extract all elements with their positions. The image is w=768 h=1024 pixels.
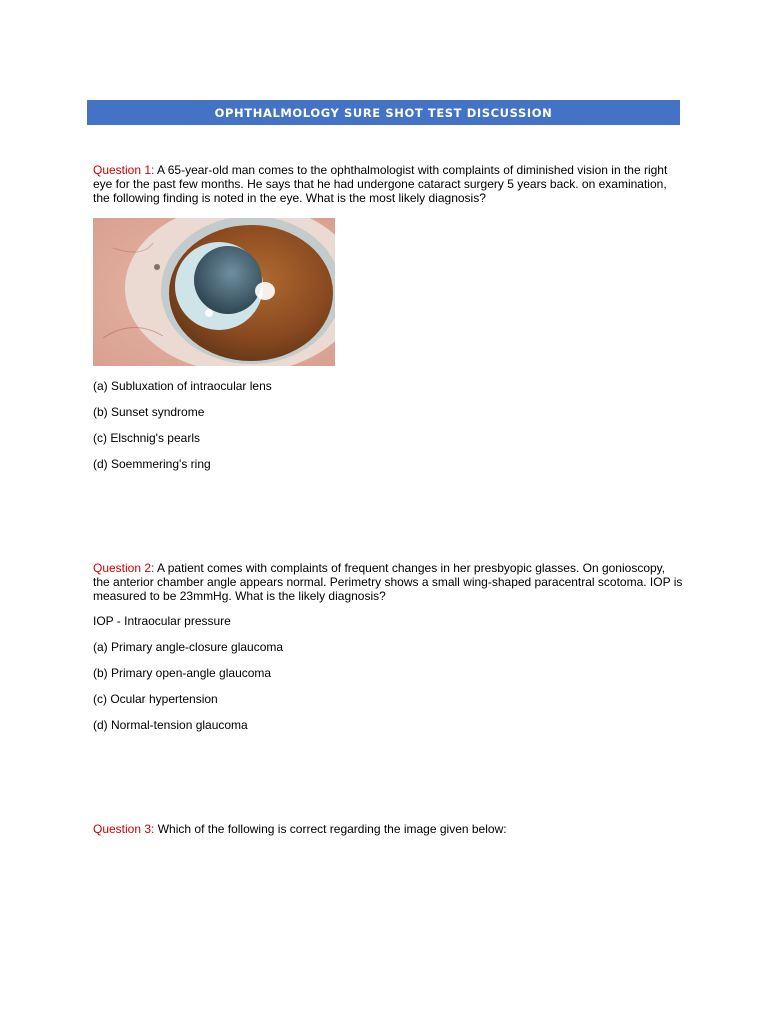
question-1-option-a: (a) Subluxation of intraocular lens [93,379,272,393]
question-3-text: Which of the following is correct regarding the image given below: [157,822,507,836]
question-2-option-d: (d) Normal-tension glaucoma [93,718,248,732]
question-1-option-b: (b) Sunset syndrome [93,405,205,419]
question-2-option-c: (c) Ocular hypertension [93,692,218,706]
question-2 [93,561,683,603]
eye-photo [93,218,335,366]
question-2-option-a: (a) Primary angle-closure glaucoma [93,640,284,654]
question-1-text: A 65-year-old man comes to the ophthalmologist with complaints of diminished vision in the right eye for the past few months. He says that he had undergone cataract surgery 5 years back. on examination, the following finding is noted in the eye. What is the most likely diagnosis? [93,163,668,205]
document-title-bar [87,100,680,125]
question-2-label: Question 2: [93,561,155,575]
question-2-option-b: (b) Primary open-angle glaucoma [93,666,272,680]
question-2-text: A patient comes with complaints of frequent changes in her presbyopic glasses. On gonioscopy, the anterior chamber angle appears normal. Perimetry shows a small wing-shaped paracentral scotoma. IOP is measured to be 23mmHg. What is the likely diagnosis? [93,561,683,603]
question-1-option-d: (d) Soemmering's ring [93,457,211,471]
question-3-label: Question 3: [93,822,155,836]
question-1-option-c: (c) Elschnig's pearls [93,431,200,445]
question-1-label: Question 1: [93,163,155,177]
question-1 [93,163,683,205]
document-title: OPHTHALMOLOGY SURE SHOT TEST DISCUSSION [214,105,553,120]
question-2-note: IOP - Intraocular pressure [93,614,231,628]
question-3 [93,822,683,836]
